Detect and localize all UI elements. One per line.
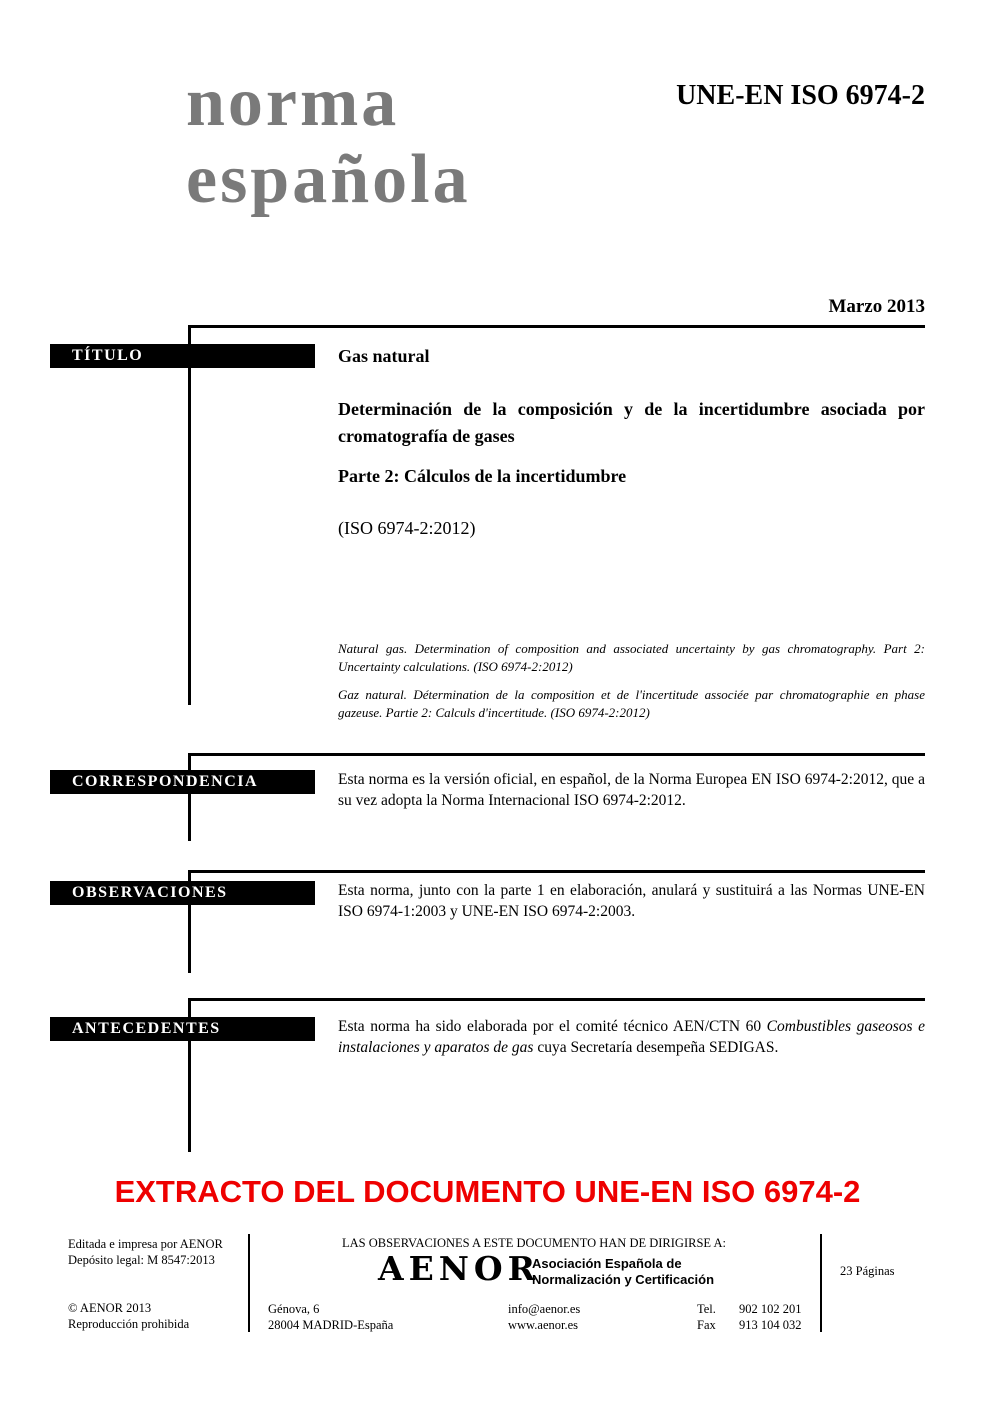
antecedentes-top-rule	[188, 998, 925, 1001]
footer-tel-label: Tel.	[697, 1302, 716, 1316]
title-french: Gaz natural. Détermination de la composition et de l'incertitude associée par chromatographie en phase gazeuse. Partie 2: Calculs d'incertitude. (ISO 6974-2:2012)	[338, 687, 925, 720]
titulo-top-rule	[188, 325, 925, 328]
footer-fax-label: Fax	[697, 1318, 716, 1332]
title-part: Parte 2: Cálculos de la incertidumbre	[338, 466, 627, 486]
extracto-banner: EXTRACTO DEL DOCUMENTO UNE-EN ISO 6974-2	[114, 1174, 861, 1209]
norma-espanola-logo	[186, 64, 471, 218]
footer-email: info@aenor.es	[508, 1302, 581, 1316]
footer-address	[268, 1301, 393, 1333]
footer-phones	[697, 1301, 802, 1333]
titulo-section-bar: TÍTULO	[50, 344, 315, 368]
footer-copyright-line: © AENOR 2013	[68, 1301, 152, 1315]
footer-fax-row	[697, 1317, 802, 1333]
title-english: Natural gas. Determination of composition and associated uncertainty by gas chromatography. Part 2: Uncertainty calculations. (ISO 6974-2:2012)	[338, 641, 925, 674]
title-subject: Gas natural	[338, 346, 430, 366]
antecedentes-section-bar: ANTECEDENTES	[50, 1017, 315, 1041]
footer-street: Génova, 6	[268, 1302, 320, 1316]
footer-reproduction-line: Reproducción prohibida	[68, 1317, 190, 1331]
aenor-org-line-1: Asociación Española de	[532, 1256, 682, 1271]
footer-tel-row	[697, 1301, 802, 1317]
observaciones-top-rule	[188, 870, 925, 873]
observaciones-text: Esta norma, junto con la parte 1 en elaboración, anulará y sustituirá a las Normas UNE-EN ISO 6974-1:2003 y UNE-EN ISO 6974-2:2003.	[338, 882, 925, 920]
titulo-vertical-rule	[188, 325, 191, 705]
footer-contact-web	[508, 1301, 580, 1333]
footer-page-count: 23 Páginas	[840, 1264, 895, 1278]
antecedentes-text-after: cuya Secretaría desempeña SEDIGAS.	[533, 1038, 779, 1056]
footer-city: 28004 MADRID-España	[268, 1318, 394, 1332]
antecedentes-text	[338, 1017, 925, 1058]
footer-fax-number: 913 104 032	[739, 1318, 802, 1332]
publication-date: Marzo 2013	[828, 296, 925, 317]
footer-notice: LAS OBSERVACIONES A ESTE DOCUMENTO HAN DE DIRIGIRSE A:	[342, 1236, 726, 1250]
logo-line-2: española	[186, 141, 471, 218]
document-code: UNE-EN ISO 6974-2	[676, 80, 925, 111]
antecedentes-committee-name: Combustibles gaseosos e instalaciones y aparatos de gas	[338, 1018, 926, 1056]
footer-legal-deposit: Depósito legal: M 8547:2013	[68, 1253, 215, 1267]
footer-separator-right	[820, 1234, 822, 1332]
observaciones-section-bar: OBSERVACIONES	[50, 881, 315, 905]
footer-website: www.aenor.es	[508, 1318, 579, 1332]
aenor-logo: AENOR	[378, 1249, 541, 1288]
title-spanish: Determinación de la composición y de la incertidumbre asociada por cromatografía de gases	[338, 399, 925, 446]
footer-tel-number: 902 102 201	[739, 1302, 802, 1316]
footer-edited-by: Editada e impresa por AENOR	[68, 1237, 223, 1251]
correspondencia-text: Esta norma es la versión oficial, en español, de la Norma Europea EN ISO 6974-2:2012, que a su vez adopta la Norma Internacional ISO 6974-2:2012.	[338, 771, 925, 809]
correspondencia-vertical-rule	[188, 753, 191, 841]
correspondencia-section-bar: CORRESPONDENCIA	[50, 770, 315, 794]
aenor-org-line-2: Normalización y Certificación	[532, 1271, 715, 1287]
footer-imprint	[68, 1236, 223, 1268]
title-iso-reference: (ISO 6974-2:2012)	[338, 518, 476, 538]
correspondencia-top-rule	[188, 753, 925, 756]
aenor-org-name	[532, 1256, 714, 1287]
antecedentes-text-before: Esta norma ha sido elaborada por el comité técnico AEN/CTN 60	[338, 1018, 767, 1035]
footer-copyright	[68, 1300, 189, 1332]
logo-line-1: norma	[186, 64, 400, 141]
